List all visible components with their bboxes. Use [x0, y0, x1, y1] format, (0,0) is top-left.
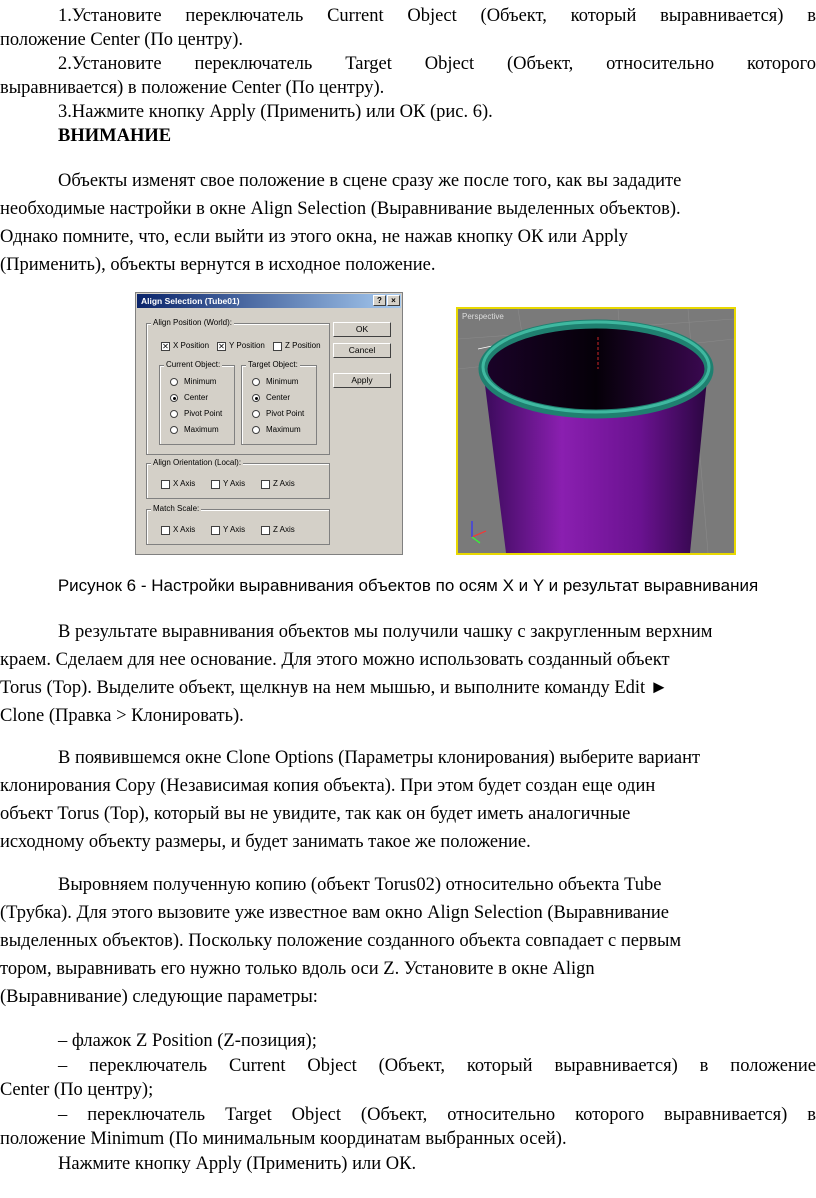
scale-z-checkbox[interactable] — [261, 526, 270, 535]
x-position-label: X Position — [173, 341, 210, 350]
align-position-group — [146, 318, 330, 455]
para3-line-1: Выровняем полученную копию (объект Torus02) относительно объекта Tube — [58, 875, 662, 895]
align-position-label: Align Position (World): — [153, 318, 232, 327]
z-position-checkbox[interactable] — [273, 342, 282, 351]
orient-x-label: X Axis — [173, 479, 196, 488]
orient-z-label: Z Axis — [273, 479, 295, 488]
match-scale-group — [146, 504, 330, 545]
scale-z-label: Z Axis — [273, 525, 295, 534]
para1-line-4: Clone (Правка > Клонировать). — [0, 706, 244, 726]
current-minimum-label: Minimum — [184, 377, 217, 386]
orient-z-checkbox[interactable] — [261, 480, 270, 489]
scale-y-label: Y Axis — [223, 525, 246, 534]
orient-x-checkbox[interactable] — [161, 480, 170, 489]
step-2-line-1: 2.Установите переключатель Target Object (Объект, относительно которого — [58, 54, 816, 74]
para1-line-3: Torus (Тор). Выделите объект, щелкнув на нем мышью, и выполните команду Edit ► — [0, 678, 669, 698]
step-1-line-2: положение Center (По центру). — [0, 30, 244, 50]
final-instruction: Нажмите кнопку Apply (Применить) или ОК. — [58, 1154, 417, 1174]
target-minimum-radio[interactable] — [252, 378, 260, 386]
align-orientation-group — [146, 458, 330, 499]
para3-line-5: (Выравнивание) следующие параметры: — [0, 987, 318, 1007]
current-maximum-radio[interactable] — [170, 426, 178, 434]
scale-x-label: X Axis — [173, 525, 196, 534]
para3-line-2: (Трубка). Для этого вызовите уже известное вам окно Align Selection (Выравнивание — [0, 903, 670, 923]
para3-line-3: выделенных объектов). Поскольку положение созданного объекта совпадает с первым — [0, 931, 682, 951]
perspective-viewport — [456, 307, 736, 555]
axis-gizmo-icon — [472, 521, 486, 543]
attention-heading: ВНИМАНИЕ — [58, 126, 172, 146]
list-item-3-line-1: – переключатель Target Object (Объект, относительно которого выравнивается) в — [58, 1105, 816, 1125]
current-pivot-label: Pivot Point — [184, 409, 223, 418]
align-orientation-label: Align Orientation (Local): — [153, 458, 242, 467]
scale-x-checkbox[interactable] — [161, 526, 170, 535]
orient-y-label: Y Axis — [223, 479, 246, 488]
para2-line-2: клонирования Copy (Независимая копия объекта). При этом будет создан еще один — [0, 776, 656, 796]
current-object-group — [159, 360, 235, 445]
cancel-button[interactable]: Cancel — [333, 343, 391, 358]
apply-button[interactable]: Apply — [333, 373, 391, 388]
note-line-2: необходимые настройки в окне Align Selection (Выравнивание выделенных объектов). — [0, 199, 681, 219]
close-button[interactable]: × — [387, 295, 400, 306]
target-minimum-label: Minimum — [266, 377, 299, 386]
align-selection-dialog — [135, 292, 403, 555]
para2-line-4: исходному объекту размеры, и будет занимать такое же положение. — [0, 832, 531, 852]
x-position-checkbox[interactable]: ✕ — [162, 342, 169, 351]
current-minimum-radio[interactable] — [170, 378, 178, 386]
target-center-radio[interactable] — [252, 394, 260, 402]
viewport-label: Perspective — [462, 312, 504, 321]
note-line-3: Однако помните, что, если выйти из этого окна, не нажав кнопку ОК или Apply — [0, 227, 628, 247]
current-maximum-label: Maximum — [184, 425, 219, 434]
note-line-1: Объекты изменят свое положение в сцене сразу же после того, как вы зададите — [58, 171, 682, 191]
para2-line-3: объект Torus (Тор), который вы не увидите, так как он будет иметь аналогичные — [0, 804, 631, 824]
step-2-line-2: выравнивается) в положение Center (По центру). — [0, 78, 385, 98]
z-position-label: Z Position — [285, 341, 321, 350]
step-3: 3.Нажмите кнопку Apply (Применить) или ОК (рис. 6). — [58, 102, 493, 122]
scale-y-checkbox[interactable] — [211, 526, 220, 535]
list-item-1: – флажок Z Position (Z-позиция); — [58, 1031, 317, 1051]
current-center-label: Center — [184, 393, 209, 402]
target-maximum-label: Maximum — [266, 425, 301, 434]
para1-line-1: В результате выравнивания объектов мы получили чашку с закругленным верхним — [58, 622, 713, 642]
y-position-label: Y Position — [229, 341, 265, 350]
para2-line-1: В появившемся окне Clone Options (Параметры клонирования) выберите вариант — [58, 748, 701, 768]
cup-render — [458, 309, 734, 553]
ok-button[interactable]: OK — [333, 322, 391, 337]
para3-line-4: тором, выравнивать его нужно только вдоль оси Z. Установите в окне Align — [0, 959, 595, 979]
match-scale-label: Match Scale: — [153, 504, 200, 513]
target-object-label: Target Object: — [248, 360, 298, 369]
step-1-line-1: 1.Установите переключатель Current Object (Объект, который выравнивается) в — [58, 6, 816, 26]
note-line-4: (Применить), объекты вернутся в исходное положение. — [0, 255, 436, 275]
orient-y-checkbox[interactable] — [211, 480, 220, 489]
current-pivot-radio[interactable] — [170, 410, 178, 418]
current-object-label: Current Object: — [166, 360, 221, 369]
list-item-3-line-2: положение Minimum (По минимальным координатам выбранных осей). — [0, 1129, 567, 1149]
para1-line-2: краем. Сделаем для нее основание. Для этого можно использовать созданный объект — [0, 650, 670, 670]
target-center-label: Center — [266, 393, 291, 402]
target-pivot-radio[interactable] — [252, 410, 260, 418]
target-object-group — [241, 360, 317, 445]
target-pivot-label: Pivot Point — [266, 409, 305, 418]
list-item-2-line-1: – переключатель Current Object (Объект, который выравнивается) в положение — [58, 1056, 816, 1076]
current-center-radio[interactable] — [170, 394, 178, 402]
list-item-2-line-2: Center (По центру); — [0, 1080, 154, 1100]
figure-caption: Рисунок 6 - Настройки выравнивания объектов по осям X и Y и результат выравнивания — [57, 576, 759, 595]
y-position-checkbox[interactable]: ✕ — [218, 342, 225, 351]
target-maximum-radio[interactable] — [252, 426, 260, 434]
dialog-title: Align Selection (Tube01) — [137, 294, 401, 308]
help-button[interactable]: ? — [373, 295, 386, 306]
